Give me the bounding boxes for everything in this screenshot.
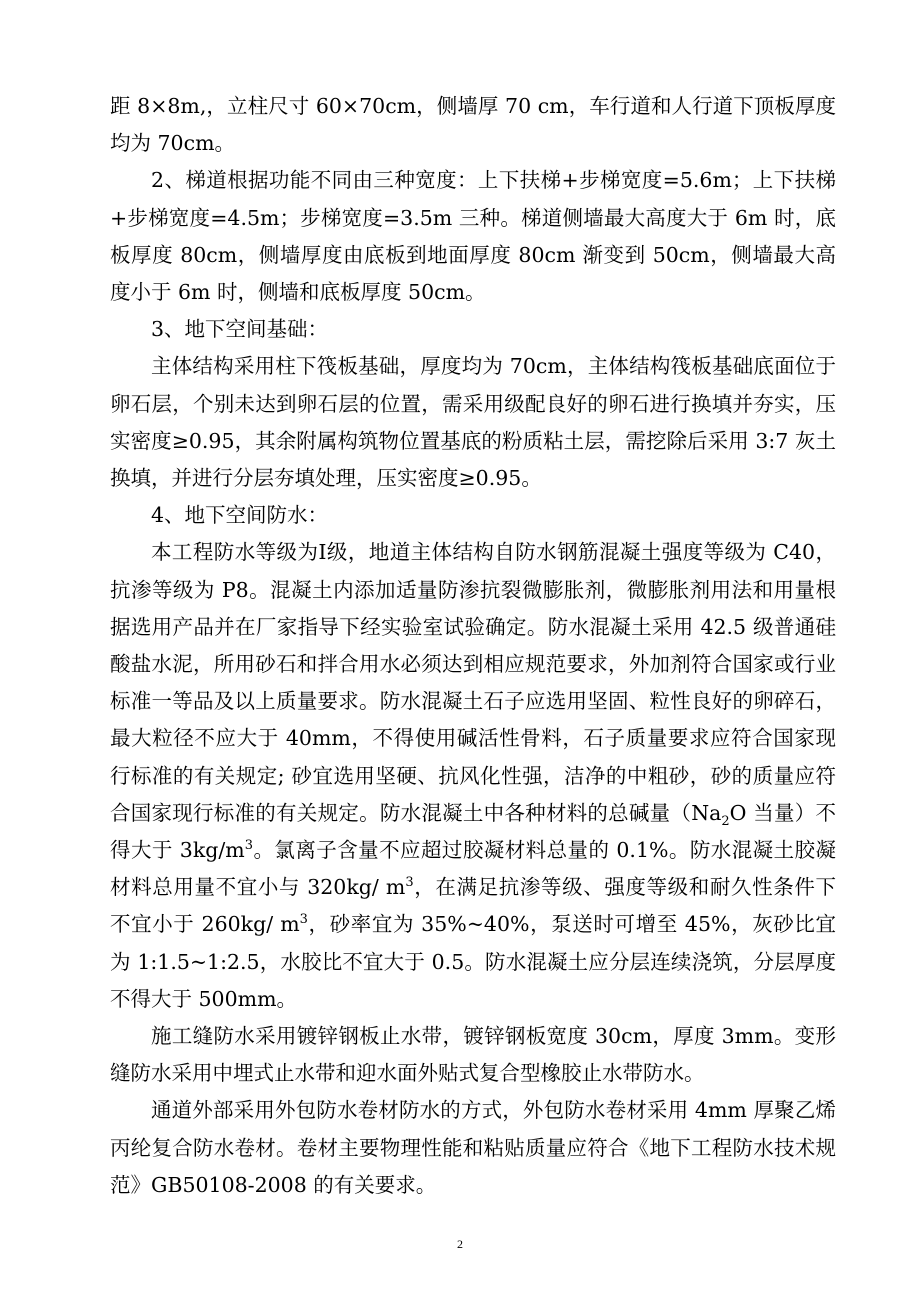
text-segment: 本工程防水等级为Ⅰ级，地道主体结构自防水钢筋混凝土强度等级为 C40，抗渗等级为 P8。混凝土内添加适量防渗抗裂微膨胀剂，微膨胀剂用法和用量根据选用产品并在厂家指导下经实验室试验确定。防水混凝土采用 42.5 级普通硅酸盐水泥，所用砂石和拌合用水必须达到相应规范要求，外加剂符合国家或行业标准一等品及以上质量要求。防水混凝土石子应选用坚固、粒性良好的卵碎石，最大粒径不应大于 40mm，不得使用碱活性骨料，石子质量要求应符合国家现行标准的有关规定; 砂宜选用坚硬、抗风化性强，洁净的中粗砂，砂的质量应符合国家现行标准的有关规定。防水混凝土中各种材料的总碱量（Na — [110, 540, 836, 825]
paragraph-foundation: 主体结构采用柱下筏板基础，厚度均为 70cm，主体结构筏板基础底面位于卵石层，个别未达到卵石层的位置，需采用级配良好的卵石进行换填并夯实，压实密度≥0.95，其余附属构筑物位置基底的粉质粘土层，需挖除后采用 3:7 灰土换填，并进行分层夯填处理，压实密度≥0.95。 — [110, 354, 836, 491]
paragraph-construction-joints: 施工缝防水采用镀锌钢板止水带，镀锌钢板宽度 30cm，厚度 3mm。变形缝防水采用中埋式止水带和迎水面外贴式复合型橡胶止水带防水。 — [110, 1024, 836, 1086]
text-segment: O 当量）不得大于 3kg/m — [110, 800, 836, 863]
paragraph-structure-dimensions: 距 8×8m,，立柱尺寸 60×70cm，侧墙厚 70 cm，车行道和人行道下顶板厚度均为 70cm。 — [110, 94, 836, 156]
section-heading-waterproofing: 4、地下空间防水： — [151, 503, 329, 528]
text-segment: ，砂率宜为 35%~40%，泵送时可增至 45%，灰砂比宜为 1:1.5~1:2.5，水胶比不宜大于 0.5。防水混凝土应分层连续浇筑，分层厚度不得大于 500mm。 — [110, 912, 836, 1011]
text-segment: ，在满足抗渗等级、强度等级和耐久性条件下不宜小于 260kg/ m — [110, 875, 836, 937]
superscript: 3 — [405, 875, 414, 891]
paragraph-waterproofing-concrete — [110, 534, 836, 1018]
text-segment: 。氯离子含量不应超过胶凝材料总量的 0.1%。防水混凝土胶凝材料总用量不宜小与 320kg/ m — [110, 838, 836, 900]
subscript: 2 — [721, 813, 730, 829]
superscript: 3 — [244, 838, 253, 854]
paragraph-membrane: 通道外部采用外包防水卷材防水的方式，外包防水卷材采用 4mm 厚聚乙烯丙纶复合防水卷材。卷材主要物理性能和粘贴质量应符合《地下工程防水技术规范》GB50108-2008 的有关要求。 — [110, 1098, 836, 1197]
paragraph-stairway-widths: 2、梯道根据功能不同由三种宽度：上下扶梯+步梯宽度=5.6m；上下扶梯+步梯宽度=4.5m；步梯宽度=3.5m 三种。梯道侧墙最大高度大于 6m 时，底板厚度 80cm，侧墙厚度由底板到地面厚度 80cm 渐变到 50cm，侧墙最大高度小于 6m 时，侧墙和底板厚度 50cm。 — [110, 168, 836, 305]
section-heading-foundation: 3、地下空间基础： — [151, 317, 329, 342]
page-number: 2 — [457, 1237, 463, 1251]
superscript: 3 — [299, 912, 308, 928]
